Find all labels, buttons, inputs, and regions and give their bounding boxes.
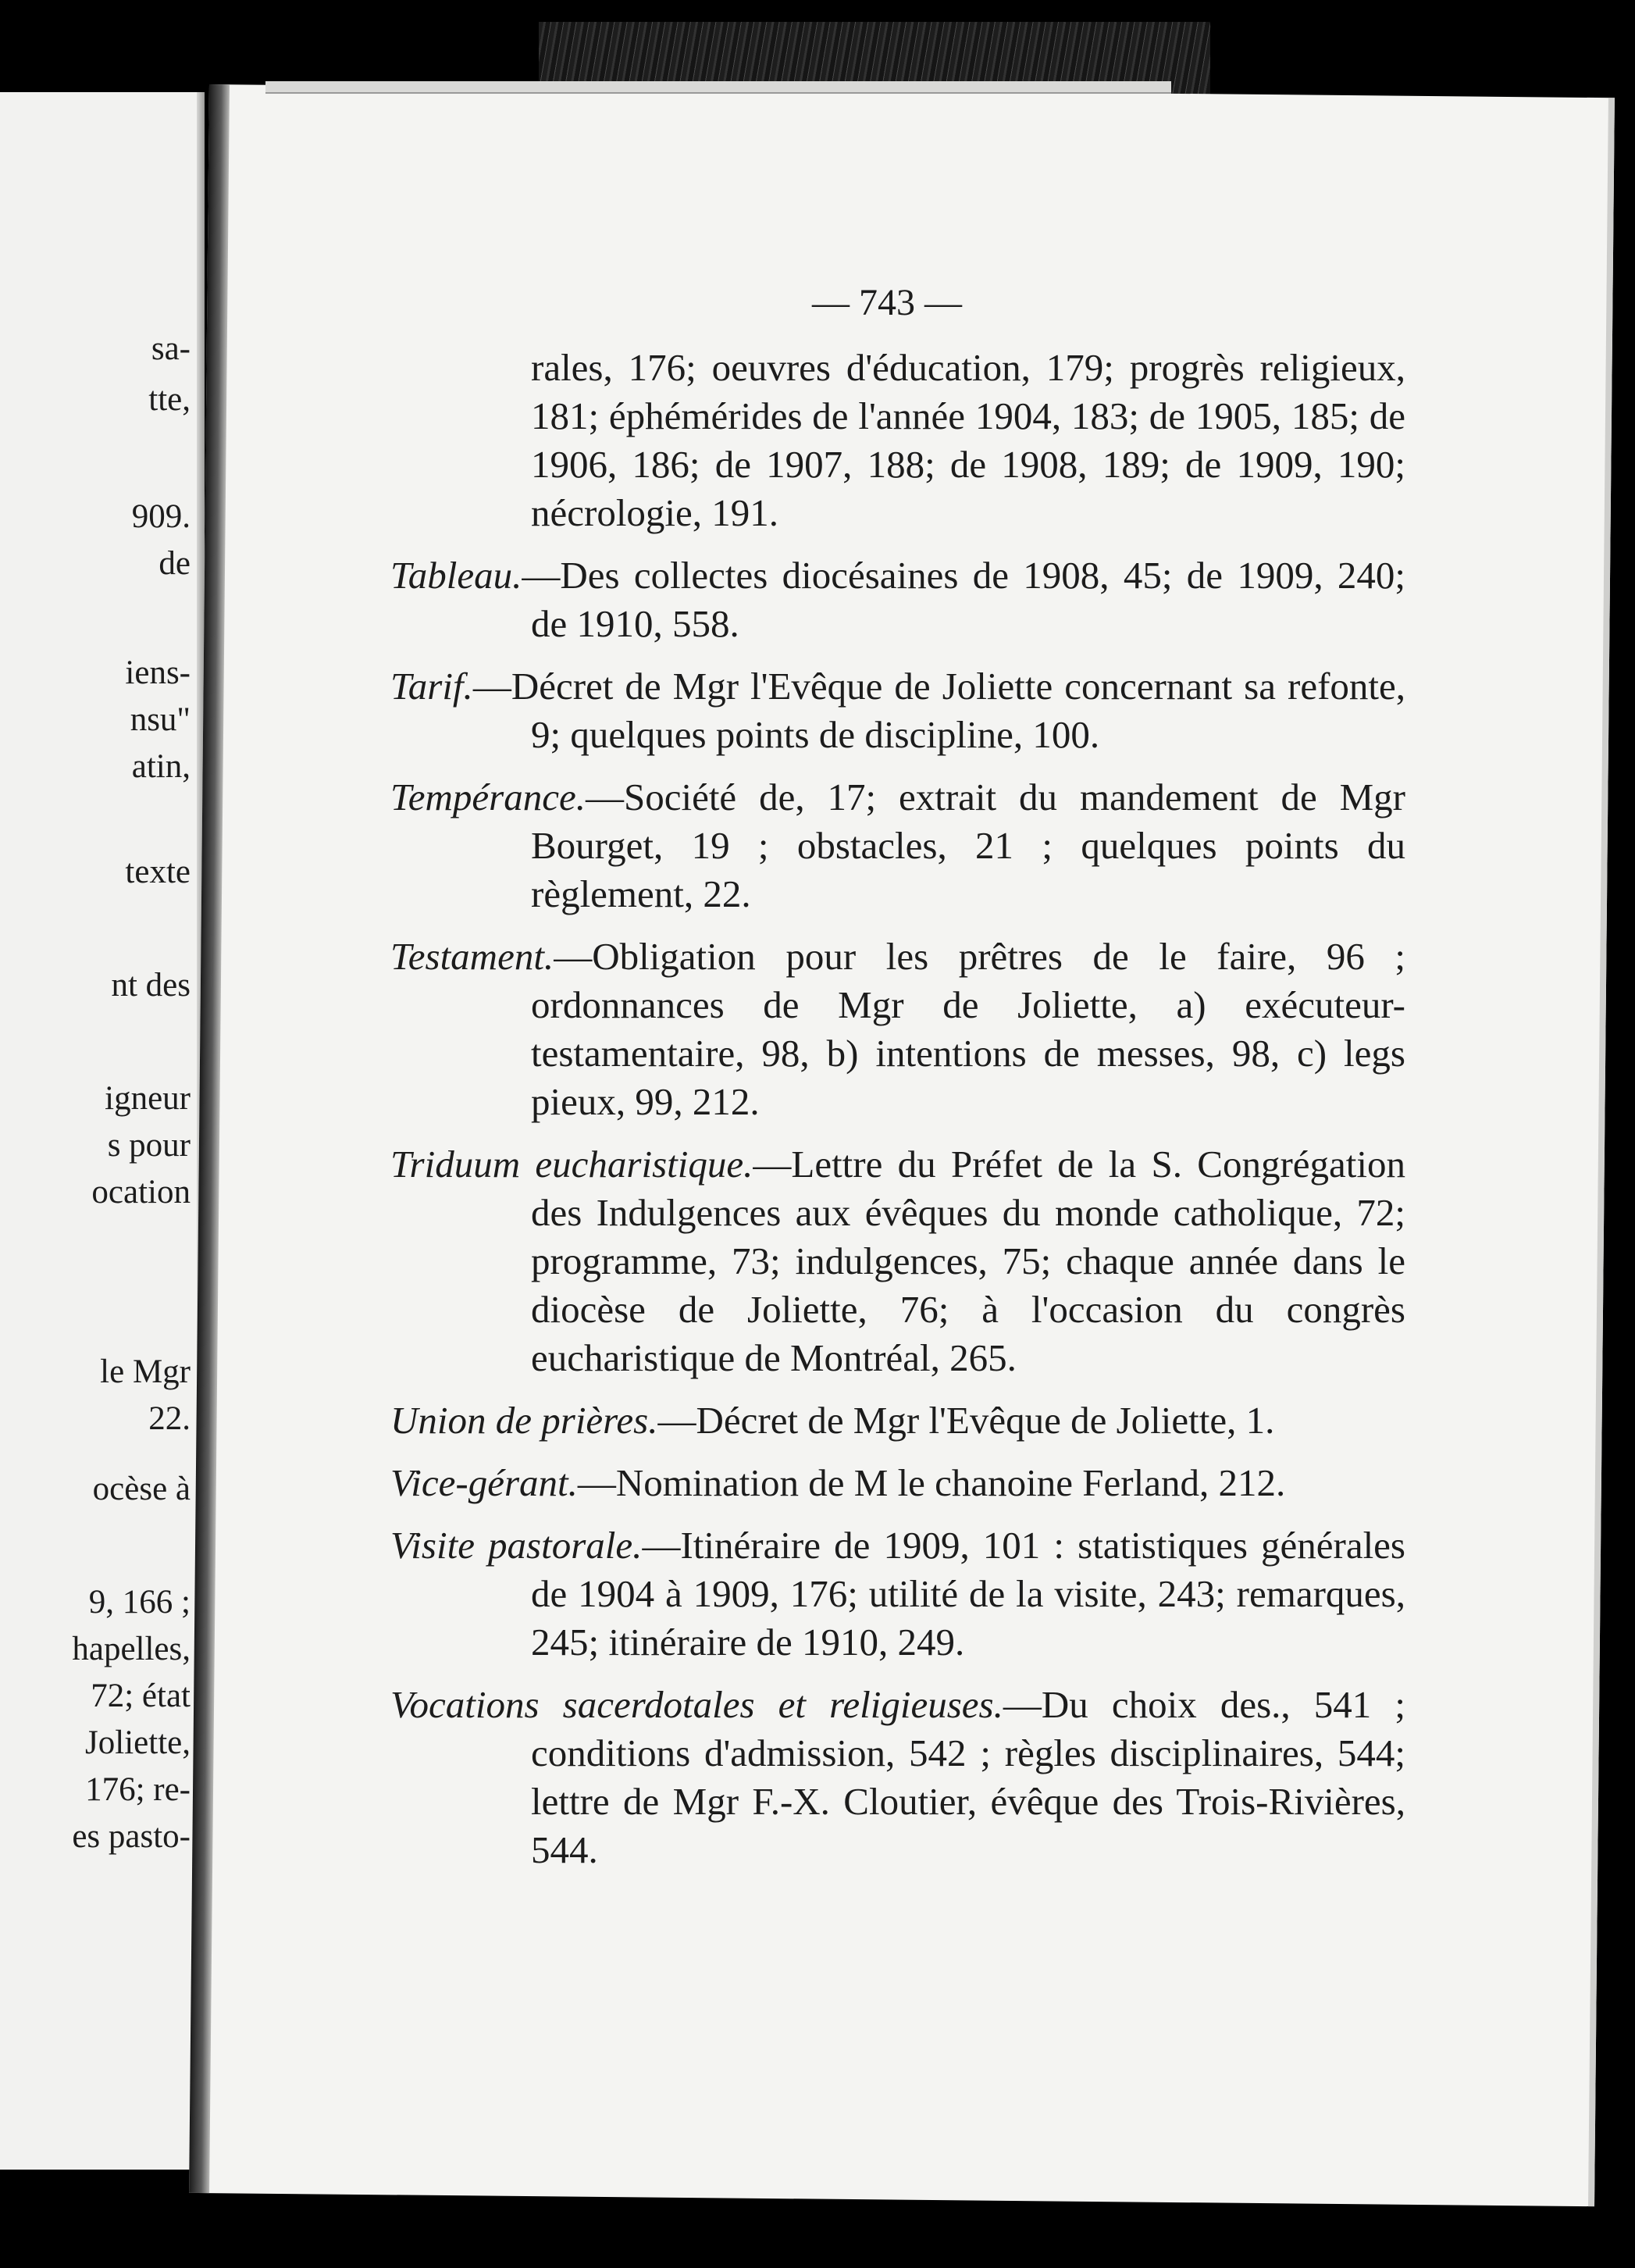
left-page-line: 9, 166 ; [88, 1584, 191, 1621]
index-entry [390, 1140, 1405, 1382]
entry-body: —Société de, 17; extrait du mandement de Mgr Bourget, 19 ; obstacles, 21 ; quelques points du règlement, 22. [531, 776, 1405, 915]
left-page-line: sa- [151, 330, 191, 367]
left-page-line: 72; état [91, 1678, 191, 1714]
left-page-line: iens- [125, 654, 191, 691]
entry-body: —Des collectes diocésaines de 1908, 45; de 1909, 240; de 1910, 558. [522, 554, 1405, 645]
left-page-line: ocèse à [92, 1471, 191, 1507]
entry-term: Triduum eucharistique. [390, 1143, 753, 1186]
left-page-line: texte [125, 854, 191, 890]
entry-body: —Itinéraire de 1909, 101 : statistiques générales de 1904 à 1909, 176; utilité de la visite, 243; remarques, 245; itinéraire de 1910, 249. [531, 1524, 1405, 1664]
left-page-line: hapelles, [72, 1631, 191, 1667]
entry-term: Union de prières. [390, 1399, 658, 1442]
left-page-line: 176; re- [85, 1771, 191, 1808]
continuation-entry: rales, 176; oeuvres d'éducation, 179; progrès religieux, 181; éphémérides de l'année 1904, 183; de 1905, 185; de 1906, 186; de 1907, 188; de 1908, 189; de 1909, 190; nécrologie, 191. [531, 346, 1405, 534]
left-page-line: nt des [111, 967, 191, 1004]
index-entry [390, 662, 1405, 759]
index-entry [390, 551, 1405, 648]
left-page-line: ocation [91, 1174, 191, 1211]
entry-body: —Décret de Mgr l'Evêque de Joliette concernant sa refonte, 9; quelques points de discipline, 100. [472, 665, 1405, 756]
top-rule [265, 81, 1171, 94]
left-page [0, 92, 205, 2170]
entry-term: Tarif. [390, 665, 473, 708]
page-number: — 743 — [812, 282, 962, 323]
index-entries [390, 344, 1405, 1888]
left-page-line: nsu" [130, 701, 191, 738]
entry-term: Visite pastorale. [390, 1524, 643, 1567]
left-page-line: igneur [105, 1080, 191, 1117]
entry-body: —Lettre du Préfet de la S. Congrégation des Indulgences aux évêques du monde catholique, 72; programme, 73; indulgences, 75; chaque année dans le diocèse de Joliette, 76; à l'occasion du congrès eucharistique de Montréal, 265. [531, 1143, 1405, 1379]
left-page-line: tte, [148, 381, 191, 418]
index-entry [390, 1396, 1405, 1445]
index-entry [390, 1459, 1405, 1507]
entry-body: —Du choix des., 541 ; conditions d'admission, 542 ; règles disciplinaires, 544; lettre de Mgr F.-X. Cloutier, évêque des Trois-Rivières, 544. [531, 1683, 1405, 1871]
entry-body: —Obligation pour les prêtres de le faire, 96 ; ordonnances de Mgr de Joliette, a) exécuteur-testamentaire, 98, b) intentions de messes, 98, c) legs pieux, 99, 212. [531, 935, 1405, 1123]
left-page-line: 909. [131, 498, 191, 535]
index-entry [390, 933, 1405, 1126]
left-page-line: atin, [131, 748, 191, 785]
entry-term: Tempérance. [390, 776, 586, 818]
left-page-line: 22. [148, 1400, 191, 1437]
entry-body: —Nomination de M le chanoine Ferland, 212. [577, 1461, 1286, 1504]
entry-term: Vice-gérant. [390, 1461, 578, 1504]
entry-term: Vocations sacerdotales et religieuses. [390, 1683, 1003, 1726]
page-edge [1588, 98, 1615, 2206]
left-page-line: de [159, 545, 191, 582]
index-entry [390, 773, 1405, 918]
index-entry [390, 1681, 1405, 1874]
entry-term: Tableau. [390, 554, 522, 597]
left-page-line: es pasto- [72, 1818, 191, 1855]
entry-body: —Décret de Mgr l'Evêque de Joliette, 1. [657, 1399, 1275, 1442]
index-entry [390, 1521, 1405, 1667]
entry-term: Testament. [390, 935, 554, 978]
left-page-line: le Mgr [100, 1353, 191, 1390]
left-page-line: s pour [107, 1127, 191, 1164]
left-page-line: Joliette, [85, 1724, 191, 1761]
